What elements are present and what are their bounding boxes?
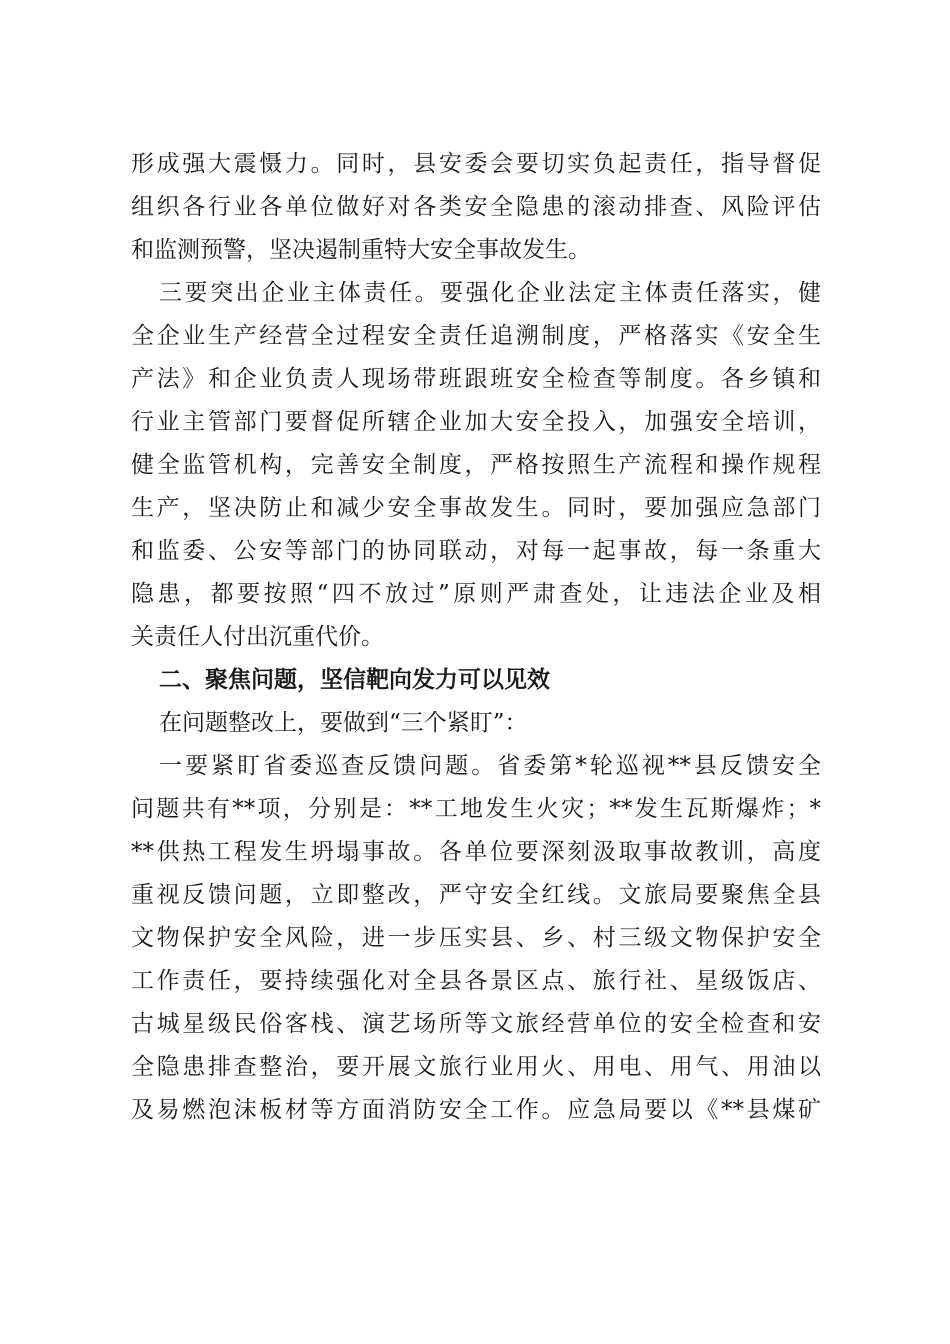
document-body (131, 143, 821, 1132)
text-line: 健全监管机构，完善安全制度，严格按照生产流程和操作规程 (131, 452, 821, 478)
text-line: 问题共有**项，分别是：**工地发生火灾；**发生瓦斯爆炸；* (131, 796, 821, 822)
paragraph-start: 三要突出企业主体责任。要强化企业法定主体责任落实，健 (159, 280, 821, 306)
section-heading: 二、聚焦问题，坚信靶向发力可以见效 (159, 667, 550, 693)
text-line: 工作责任，要持续强化对全县各景区点、旅行社、星级饭店、 (131, 968, 821, 994)
text-line: 组织各行业各单位做好对各类安全隐患的滚动排查、风险评估 (131, 194, 821, 220)
text-line: 行业主管部门要督促所辖企业加大安全投入，加强安全培训， (131, 409, 821, 435)
paragraph-start: 在问题整改上，要做到“三个紧盯”： (159, 710, 528, 736)
text-line: 和监委、公安等部门的协同联动，对每一起事故，每一条重大 (131, 538, 821, 564)
text-line: 关责任人付出沉重代价。 (131, 624, 384, 650)
text-line: 全企业生产经营全过程安全责任追溯制度，严格落实《安全生 (131, 323, 821, 349)
text-line: 生产，坚决防止和减少安全事故发生。同时，要加强应急部门 (131, 495, 821, 521)
text-line: 文物保护安全风险，进一步压实县、乡、村三级文物保护安全 (131, 925, 821, 951)
text-line: 全隐患排查整治，要开展文旅行业用火、用电、用气、用油以 (131, 1054, 821, 1080)
text-line: 和监测预警，坚决遏制重特大安全事故发生。 (131, 237, 591, 263)
paragraph-start: 一要紧盯省委巡查反馈问题。省委第*轮巡视**县反馈安全 (159, 753, 821, 779)
text-line: 及易燃泡沫板材等方面消防安全工作。应急局要以《**县煤矿 (131, 1097, 821, 1123)
text-line: 形成强大震慑力。同时，县安委会要切实负起责任，指导督促 (131, 151, 821, 177)
text-line: **供热工程发生坍塌事故。各单位要深刻汲取事故教训，高度 (131, 839, 821, 865)
text-line: 古城星级民俗客栈、演艺场所等文旅经营单位的安全检查和安 (131, 1011, 821, 1037)
text-line: 重视反馈问题，立即整改，严守安全红线。文旅局要聚焦全县 (131, 882, 821, 908)
text-line: 产法》和企业负责人现场带班跟班安全检查等制度。各乡镇和 (131, 366, 821, 392)
text-line: 隐患，都要按照“四不放过”原则严肃查处，让违法企业及相 (131, 581, 821, 607)
